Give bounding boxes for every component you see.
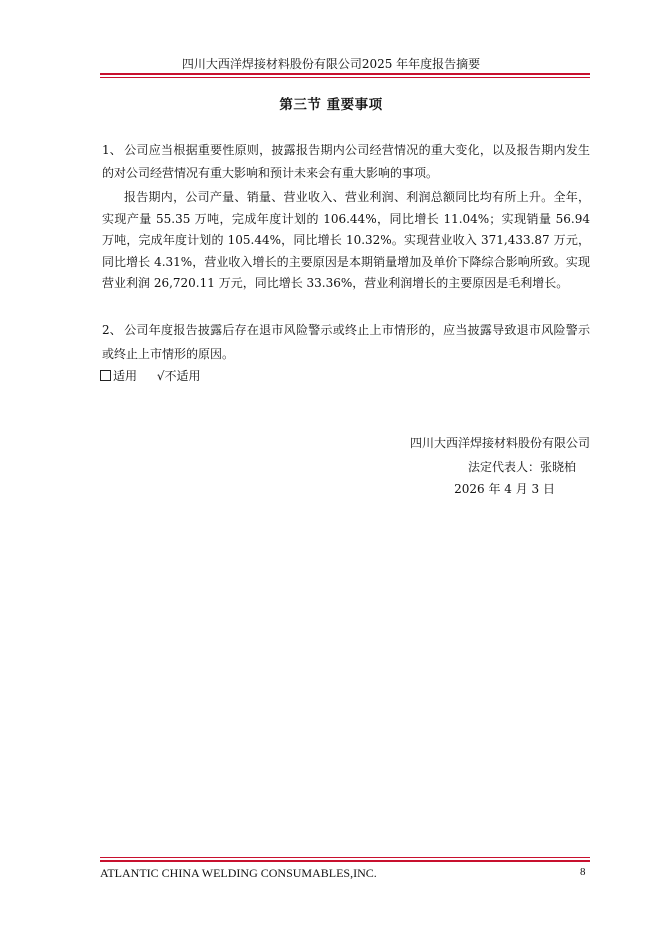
header-rule-thin [100,77,590,78]
option-applicable[interactable] [100,368,137,384]
footer-rule-thick [100,860,590,862]
section-title: 第三节 重要事项 [279,97,383,113]
not-applicable-label: 不适用 [164,369,201,383]
option-not-applicable[interactable] [157,368,201,384]
signature-date: 2026 年 4 月 3 日 [454,482,555,496]
item-1-detail: 报告期内，公司产量、销量、营业收入、营业利润、利润总额同比均有所上升。全年，实现产量 55.35 万吨，完成年度计划的 106.44%，同比增长 11.04%；实现销量 56.94 万吨，完成年度计划的 105.44%，同比增长 10.32%。实现营业收入 371,433.87 万元，同比增长 4.31%，营业收入增长的主要原因是本期销量增加及单价下降综合影响所致。实现营业利润 26,720.11 万元，同比增长 33.36%，营业利润增长的主要原因是毛利增长。 [102,190,590,290]
item-2-number: 2、 [102,323,122,337]
signature-representative: 法定代表人：张晓柏 [467,460,576,474]
page-number: 8 [580,866,586,878]
footer-company: ATLANTIC CHINA WELDING CONSUMABLES,INC. [100,866,377,880]
signature-company: 四川大西洋焊接材料股份有限公司 [409,436,590,450]
applicability-options [100,368,201,384]
footer-rule-thin [100,857,590,858]
item-2-text: 公司年度报告披露后存在退市风险警示或终止上市情形的，应当披露导致退市风险警示或终止上市情形的原因。 [102,323,590,361]
check-mark-icon: √ [156,369,165,383]
checkbox-empty-icon [100,370,111,381]
item-1 [102,139,590,185]
item-1-number: 1、 [102,143,122,157]
header-rule-thick [100,73,590,75]
report-header-title: 四川大西洋焊接材料股份有限公司2025 年年度报告摘要 [181,57,481,71]
item-1-text: 公司应当根据重要性原则，披露报告期内公司经营情况的重大变化，以及报告期内发生的对公司经营情况有重大影响和预计未来会有重大影响的事项。 [102,143,590,180]
item-2 [102,318,590,366]
applicable-label: 适用 [113,369,138,383]
